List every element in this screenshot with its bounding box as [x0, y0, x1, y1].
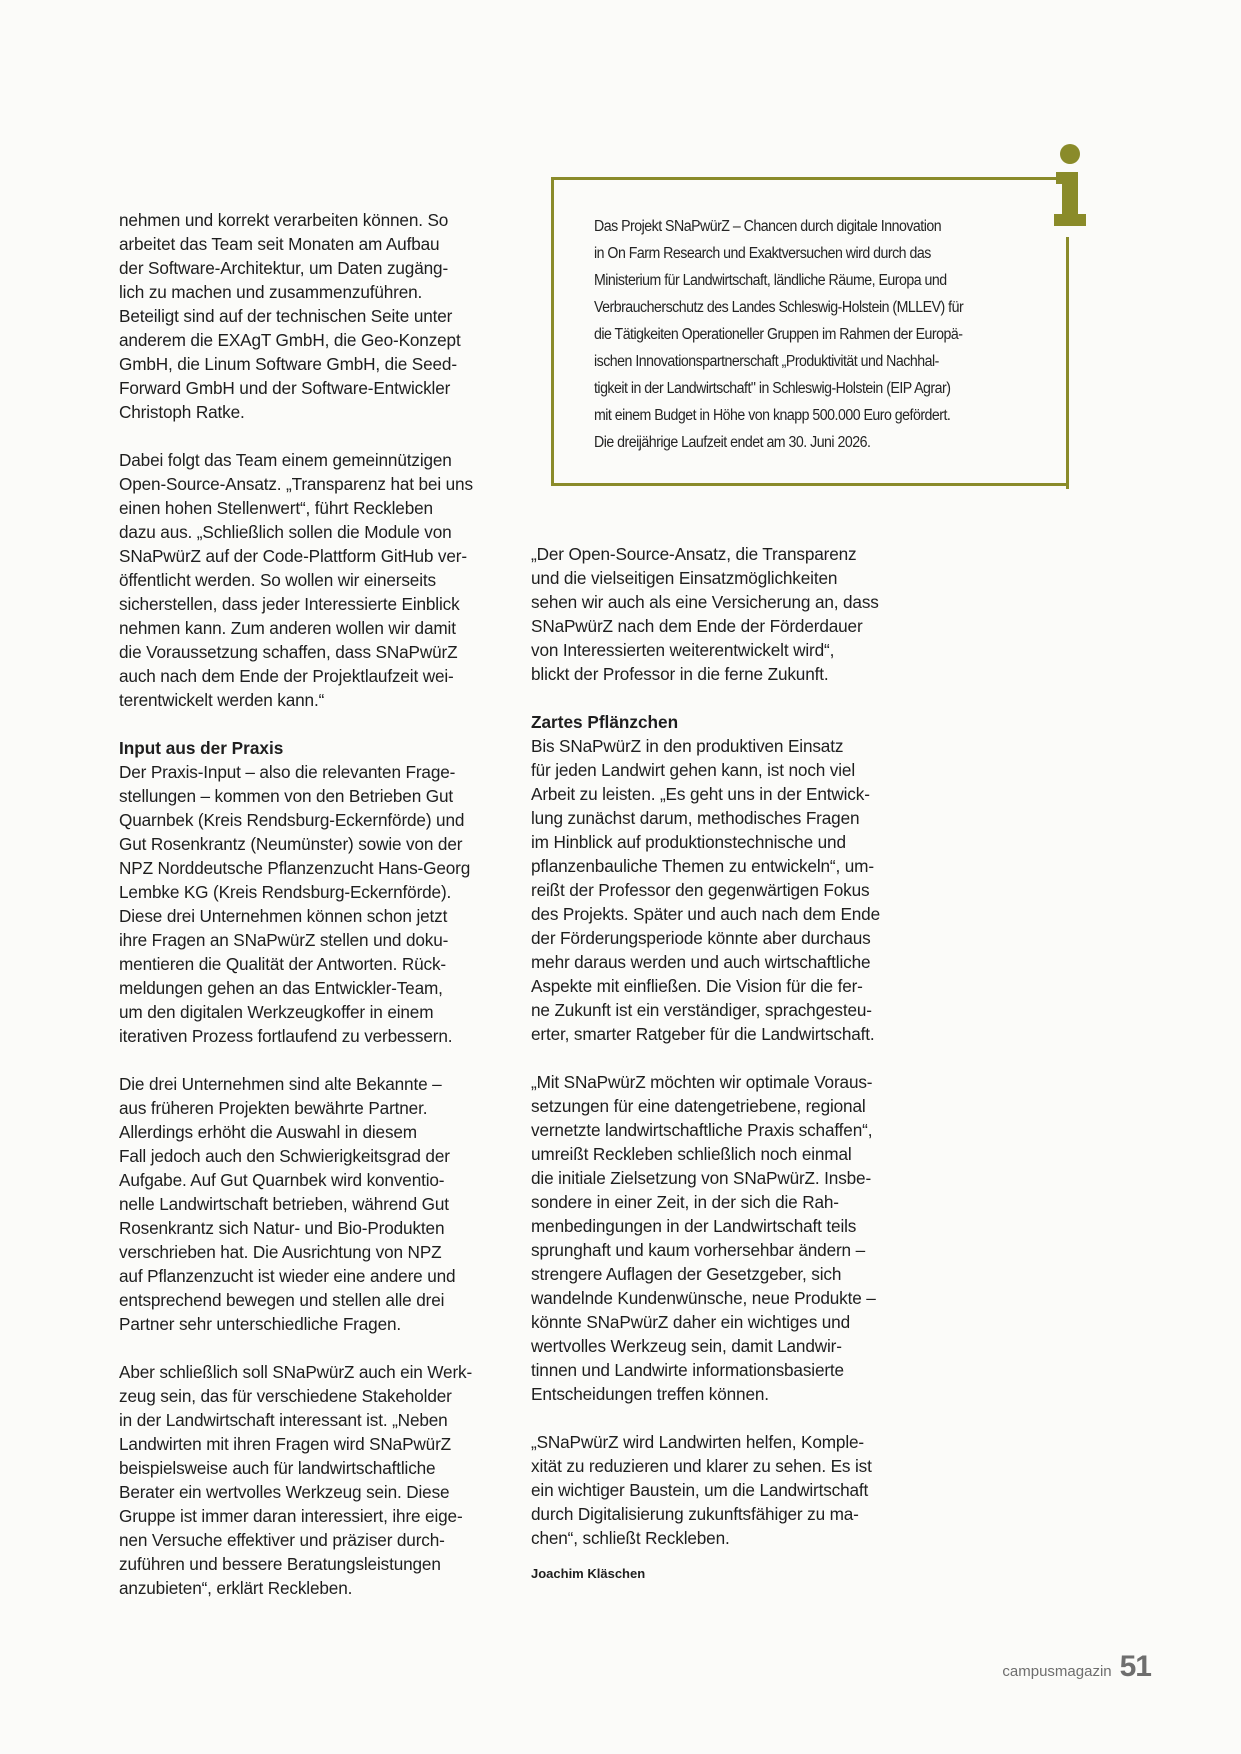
text-line: Bis SNaPwürZ in den produktiven Einsatz: [531, 736, 844, 756]
text-line: beispielsweise auch für landwirtschaftliche: [119, 1458, 436, 1478]
text-line: erter, smarter Ratgeber für die Landwirtschaft.: [531, 1024, 875, 1044]
info-line: Das Projekt SNaPwürZ – Chancen durch digitale Innovation: [594, 218, 942, 235]
left-column: [119, 208, 509, 1600]
text-line: um den digitalen Werkzeugkoffer in einem: [119, 1002, 434, 1022]
paragraph: [119, 760, 509, 1048]
text-line: sicherstellen, dass jeder Interessierte Einblick: [119, 594, 460, 614]
text-line: könnte SNaPwürZ daher ein wichtiges und: [531, 1312, 850, 1332]
text-line: reißt der Professor den gegenwärtigen Fokus: [531, 880, 870, 900]
text-line: arbeitet das Team seit Monaten am Aufbau: [119, 234, 440, 254]
text-line: Aspekte mit einfließen. Die Vision für die fer-: [531, 976, 863, 996]
text-line: verschrieben hat. Die Ausrichtung von NPZ: [119, 1242, 442, 1262]
text-line: der Software-Architektur, um Daten zugäng-: [119, 258, 449, 278]
text-line: ne Zukunft ist ein verständiger, sprachgesteu-: [531, 1000, 872, 1020]
text-line: Allerdings erhöht die Auswahl in diesem: [119, 1122, 417, 1142]
right-column: [531, 542, 921, 1584]
text-line: „Der Open-Source-Ansatz, die Transparenz: [531, 544, 857, 564]
info-line: mit einem Budget in Höhe von knapp 500.000 Euro gefördert.: [594, 407, 951, 424]
text-line: SNaPwürZ nach dem Ende der Förderdauer: [531, 616, 863, 636]
text-line: Diese drei Unternehmen können schon jetzt: [119, 906, 448, 926]
section-heading: Input aus der Praxis: [119, 738, 284, 758]
text-line: mentieren die Qualität der Antworten. Rück-: [119, 954, 446, 974]
text-line: „Mit SNaPwürZ möchten wir optimale Voraus-: [531, 1072, 873, 1092]
text-line: wertvolles Werkzeug sein, damit Landwir-: [531, 1336, 842, 1356]
text-line: Fall jedoch auch den Schwierigkeitsgrad der: [119, 1146, 450, 1166]
text-line: wandelnde Kundenwünsche, neue Produkte –: [531, 1288, 876, 1308]
text-line: Landwirten mit ihren Fragen wird SNaPwürZ: [119, 1434, 452, 1454]
text-line: anzubieten“, erklärt Reckleben.: [119, 1578, 353, 1598]
info-box-text: [594, 213, 999, 456]
text-line: meldungen gehen an das Entwickler-Team,: [119, 978, 443, 998]
text-line: Gruppe ist immer daran interessiert, ihre eige-: [119, 1506, 463, 1526]
text-line: ein wichtiger Baustein, um die Landwirtschaft: [531, 1480, 869, 1500]
text-line: NPZ Norddeutsche Pflanzenzucht Hans-Georg: [119, 858, 471, 878]
text-line: Entscheidungen treffen können.: [531, 1384, 769, 1404]
text-line: iterativen Prozess fortlaufend zu verbessern.: [119, 1026, 453, 1046]
text-line: entsprechend bewegen und stellen alle drei: [119, 1290, 445, 1310]
text-line: zeug sein, das für verschiedene Stakeholder: [119, 1386, 452, 1406]
text-line: aus früheren Projekten bewährte Partner.: [119, 1098, 428, 1118]
text-line: sprunghaft und kaum vorhersehbar ändern –: [531, 1240, 865, 1260]
text-line: xität zu reduzieren und klarer zu sehen. Es ist: [531, 1456, 872, 1476]
text-line: blickt der Professor in die ferne Zukunft.: [531, 664, 829, 684]
text-line: nehmen kann. Zum anderen wollen wir damit: [119, 618, 456, 638]
text-line: ihre Fragen an SNaPwürZ stellen und doku-: [119, 930, 449, 950]
text-line: anderem die EXAgT GmbH, die Geo-Konzept: [119, 330, 461, 350]
paragraph: [119, 1072, 509, 1336]
text-line: Gut Rosenkrantz (Neumünster) sowie von der: [119, 834, 463, 854]
text-line: Berater ein wertvolles Werkzeug sein. Diese: [119, 1482, 450, 1502]
text-line: des Projekts. Später und auch nach dem Ende: [531, 904, 880, 924]
text-line: auf Pflanzenzucht ist wieder eine andere und: [119, 1266, 456, 1286]
text-line: nen Versuche effektiver und präziser durch-: [119, 1530, 445, 1550]
paragraph: [119, 1360, 509, 1600]
text-line: Rosenkrantz sich Natur- und Bio-Produkten: [119, 1218, 445, 1238]
paragraph: [119, 208, 509, 424]
text-line: menbedingungen in der Landwirtschaft teils: [531, 1216, 857, 1236]
paragraph: [119, 448, 509, 712]
text-line: die initiale Zielsetzung von SNaPwürZ. Insbe-: [531, 1168, 872, 1188]
text-line: vernetzte landwirtschaftliche Praxis schaffen“,: [531, 1120, 873, 1140]
text-line: Christoph Ratke.: [119, 402, 245, 422]
text-line: die Voraussetzung schaffen, dass SNaPwürZ: [119, 642, 458, 662]
text-line: Open-Source-Ansatz. „Transparenz hat bei uns: [119, 474, 473, 494]
text-line: von Interessierten weiterentwickelt wird“,: [531, 640, 835, 660]
text-line: setzungen für eine datengetriebene, regional: [531, 1096, 866, 1116]
text-line: Arbeit zu leisten. „Es geht uns in der Entwick-: [531, 784, 870, 804]
text-line: tinnen und Landwirte informationsbasierte: [531, 1360, 844, 1380]
text-line: GmbH, die Linum Software GmbH, die Seed-: [119, 354, 457, 374]
text-line: umreißt Reckleben schließlich noch einmal: [531, 1144, 852, 1164]
text-line: sehen wir auch als eine Versicherung an, dass: [531, 592, 879, 612]
text-line: stellungen – kommen von den Betrieben Gut: [119, 786, 453, 806]
footer: [1002, 1650, 1151, 1684]
info-box-right-border: [1066, 237, 1069, 489]
info-line: Die dreijährige Laufzeit endet am 30. Juni 2026.: [594, 434, 871, 451]
text-line: Die drei Unternehmen sind alte Bekannte –: [119, 1074, 442, 1094]
text-line: terentwickelt werden kann.“: [119, 690, 325, 710]
text-line: „SNaPwürZ wird Landwirten helfen, Komple-: [531, 1432, 864, 1452]
paragraph: [531, 1070, 921, 1406]
text-line: dazu aus. „Schließlich sollen die Module von: [119, 522, 452, 542]
text-line: sondere in einer Zeit, in der sich die Rah-: [531, 1192, 839, 1212]
text-line: lich zu machen und zusammenzuführen.: [119, 282, 423, 302]
magazine-name: campusmagazin: [1002, 1663, 1112, 1680]
text-line: nehmen und korrekt verarbeiten können. So: [119, 210, 449, 230]
text-line: Forward GmbH und der Software-Entwickler: [119, 378, 451, 398]
info-line: die Tätigkeiten Operationeller Gruppen im Rahmen der Europä-: [594, 326, 963, 343]
text-line: und die vielseitigen Einsatzmöglichkeiten: [531, 568, 838, 588]
text-line: in der Landwirtschaft interessant ist. „Neben: [119, 1410, 448, 1430]
text-line: im Hinblick auf produktionstechnische und: [531, 832, 846, 852]
text-line: Quarnbek (Kreis Rendsburg-Eckernförde) und: [119, 810, 465, 830]
info-line: in On Farm Research und Exaktversuchen wird durch das: [594, 245, 931, 262]
text-line: einen hohen Stellenwert“, führt Reckleben: [119, 498, 433, 518]
text-line: SNaPwürZ auf der Code-Plattform GitHub ver-: [119, 546, 467, 566]
info-line: Ministerium für Landwirtschaft, ländliche Räume, Europa und: [594, 272, 947, 289]
text-line: zuführen und bessere Beratungsleistungen: [119, 1554, 441, 1574]
text-line: nelle Landwirtschaft betrieben, während Gut: [119, 1194, 449, 1214]
text-line: strengere Auflagen der Gesetzgeber, sich: [531, 1264, 842, 1284]
text-line: durch Digitalisierung zukunftsfähiger zu ma-: [531, 1504, 859, 1524]
text-line: Partner sehr unterschiedliche Fragen.: [119, 1314, 402, 1334]
text-line: Lembke KG (Kreis Rendsburg-Eckernförde).: [119, 882, 452, 902]
text-line: für jeden Landwirt gehen kann, ist noch viel: [531, 760, 855, 780]
text-line: Aufgabe. Auf Gut Quarnbek wird konventio-: [119, 1170, 445, 1190]
text-line: Aber schließlich soll SNaPwürZ auch ein Werk-: [119, 1362, 473, 1382]
text-line: mehr daraus werden und auch wirtschaftliche: [531, 952, 871, 972]
paragraph: [531, 542, 921, 686]
section-heading: Zartes Pflänzchen: [531, 712, 679, 732]
info-line: tigkeit in der Landwirtschaft" in Schleswig-Holstein (EIP Agrar): [594, 380, 951, 397]
text-line: pflanzenbauliche Themen zu entwickeln“, um-: [531, 856, 874, 876]
text-line: öffentlicht werden. So wollen wir einerseits: [119, 570, 436, 590]
page-number: 51: [1119, 1650, 1151, 1683]
info-line: Verbraucherschutz des Landes Schleswig-Holstein (MLLEV) für: [594, 299, 964, 316]
text-line: Dabei folgt das Team einem gemeinnützigen: [119, 450, 452, 470]
text-line: lung zunächst darum, methodisches Fragen: [531, 808, 860, 828]
info-line: ischen Innovationspartnerschaft „Produktivität und Nachhal-: [594, 353, 939, 370]
paragraph: [531, 1430, 921, 1550]
text-line: chen“, schließt Reckleben.: [531, 1528, 730, 1548]
text-line: Der Praxis-Input – also die relevanten Frage-: [119, 762, 456, 782]
info-icon: [1050, 142, 1090, 226]
text-line: auch nach dem Ende der Projektlaufzeit wei-: [119, 666, 454, 686]
text-line: Beteiligt sind auf der technischen Seite unter: [119, 306, 453, 326]
text-line: der Förderungsperiode könnte aber durchaus: [531, 928, 871, 948]
paragraph: [531, 734, 921, 1046]
author-name: Joachim Kläschen: [531, 1566, 646, 1581]
